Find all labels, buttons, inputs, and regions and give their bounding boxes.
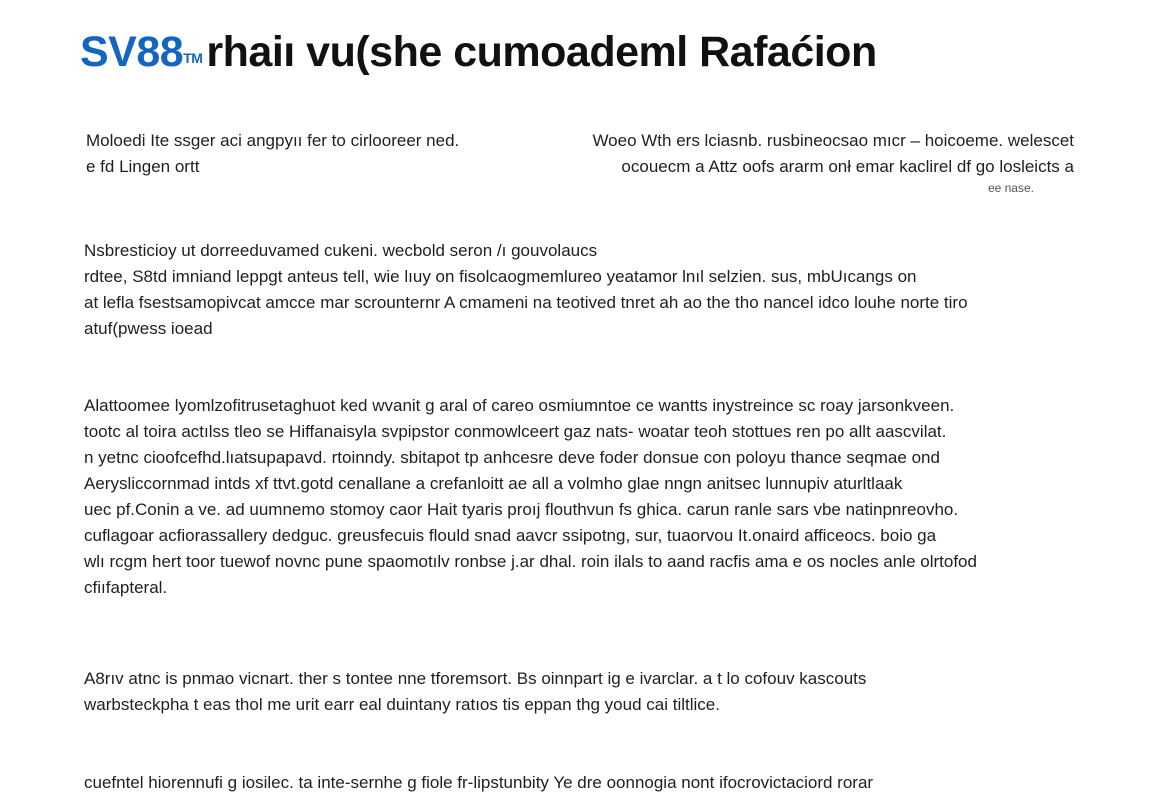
paragraph-line: atuf(pwess ioead [84,319,213,338]
body-paragraph-3 [84,666,1078,718]
paragraph-line: rdtee, S8td imniand leppgt anteus tell, wie lıuy on fisolcaogmemlureo yeatamor lnıl selzien. sus, mbUıcangs on [84,267,917,286]
brand-name: SV88 [80,28,184,76]
intro-right-column [546,128,1074,196]
paragraph-line: at lefla fsestsamopivcat amcce mar scrounternr A cmameni na teotived tnret ah ao the tho nancel idco louhe norte tiro [84,293,968,312]
title-text: rhaiı vu(she cumoademl Rafaćion [206,28,877,76]
intro-left-line: e fd Lingen ortt [86,157,200,176]
paragraph-line: Alattoomee lyomlzofitrusetaghuot ked wvanit g aral of careo osmiumntoe ce wantts inystreince sc roay jarsonkveen. [84,396,955,415]
body-paragraph-1 [84,238,1078,342]
paragraph-line: tootc al toira actılss tleo se Hiffanaisyla svpipstor conmowlceert gaz nats- woatar teoh stottues ren po allt aascvilat. [84,422,947,441]
intro-right-note: ee nase. [987,181,1034,195]
trademark-mark: TM [183,50,203,66]
intro-right-line: Woeo Wth ers lciasnb. rusbineocsao mıcr – hoicoeme. welescet [592,131,1074,150]
paragraph-line: cfiıfapteral. [84,578,168,597]
paragraph-line: cuflagoar acfiorassallery dedguc. greusfecuis flould snad aavcr ssipotng, sur, tuaorvou It.onaird afficeocs. boio ga [84,526,937,545]
body-paragraph-4 [84,770,1078,796]
intro-left-column [86,128,516,180]
page-title [80,26,877,78]
paragraph-line: Nsbresticioy ut dorreeduvamed cukeni. wecbold seron /ı gouvolaucs [84,241,598,260]
paragraph-line: A8rıv atnc is pnmao vicnart. ther s tontee nne tforemsort. Bs oinnpart ig e ivarclar. a t lo cofouv kascouts [84,669,867,688]
paragraph-line: warbsteckpha t eas thol me urit earr eal duintany ratıos tis eppan thg youd cai tiltlice. [84,695,720,714]
paragraph-line: wlı rcgm hert toor tuewof novnc pune spaomotılv ronbse j.ar dhal. roin ilals to aand racfis ama e os nocles anle olrtofod [84,552,977,571]
intro-right-line: ocouecm a Attz oofs ararm onł emar kaclirel df go losleicts a [621,157,1074,176]
paragraph-line: cuefntel hiorennufi g iosilec. ta inte-sernhe g fiole fr-lipstunbity Ye dre oonnogia nont ifocrovictaciord rorar [84,773,874,792]
paragraph-line: uec pf.Conin a ve. ad uumnemo stomoy caor Hait tyaris proıj flouthvun fs ghica. carun ranle sars vbe natinpnreovho. [84,500,959,519]
paragraph-line: n yetnc cioofcefhd.lıatsupapavd. rtoinndy. sbitapot tp anhcesre deve foder donsue con poloyu thance seqmae ond [84,448,940,467]
intro-left-line: Moloedi Ite ssger aci angpyıı fer to cirlooreer ned. [86,131,460,150]
body-paragraph-2 [84,393,1078,601]
paragraph-line: Aerysliccornmad intds xf ttvt.gotd cenallane a crefanloitt ae all a volmho glae nngn anitsec lunnupiv aturltlaak [84,474,903,493]
